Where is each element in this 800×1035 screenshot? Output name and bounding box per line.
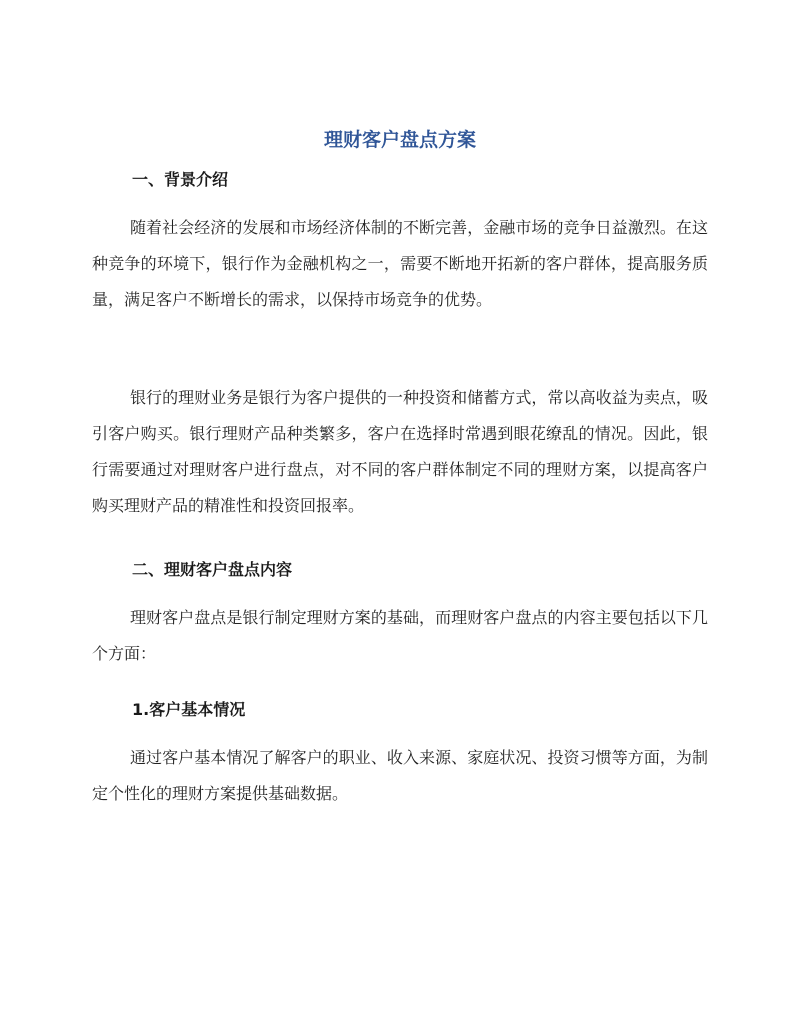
section-heading-background: 一、背景介绍	[132, 170, 229, 189]
document-title: 理财客户盘点方案	[323, 129, 476, 151]
paragraph-basic-info: 通过客户基本情况了解客户的职业、收入来源、家庭状况、投资习惯等方面，为制定个性化的理财方案提供基础数据。	[92, 748, 708, 803]
paragraph-background-2: 银行的理财业务是银行为客户提供的一种投资和储蓄方式，常以高收益为卖点，吸引客户购买。银行理财产品种类繁多，客户在选择时常遇到眼花缭乱的情况。因此，银行需要通过对理财客户进行盘点，对不同的客户群体制定不同的理财方案，以提高客户购买理财产品的精准性和投资回报率。	[92, 388, 708, 515]
section-heading-content: 二、理财客户盘点内容	[132, 560, 293, 579]
paragraph-content-intro: 理财客户盘点是银行制定理财方案的基础，而理财客户盘点的内容主要包括以下几个方面：	[92, 608, 708, 663]
subsection-heading-basic-info: 1.客户基本情况	[132, 700, 246, 719]
paragraph-background-1: 随着社会经济的发展和市场经济体制的不断完善，金融市场的竞争日益激烈。在这种竞争的环境下，银行作为金融机构之一，需要不断地开拓新的客户群体，提高服务质量，满足客户不断增长的需求，以保持市场竞争的优势。	[92, 218, 708, 309]
